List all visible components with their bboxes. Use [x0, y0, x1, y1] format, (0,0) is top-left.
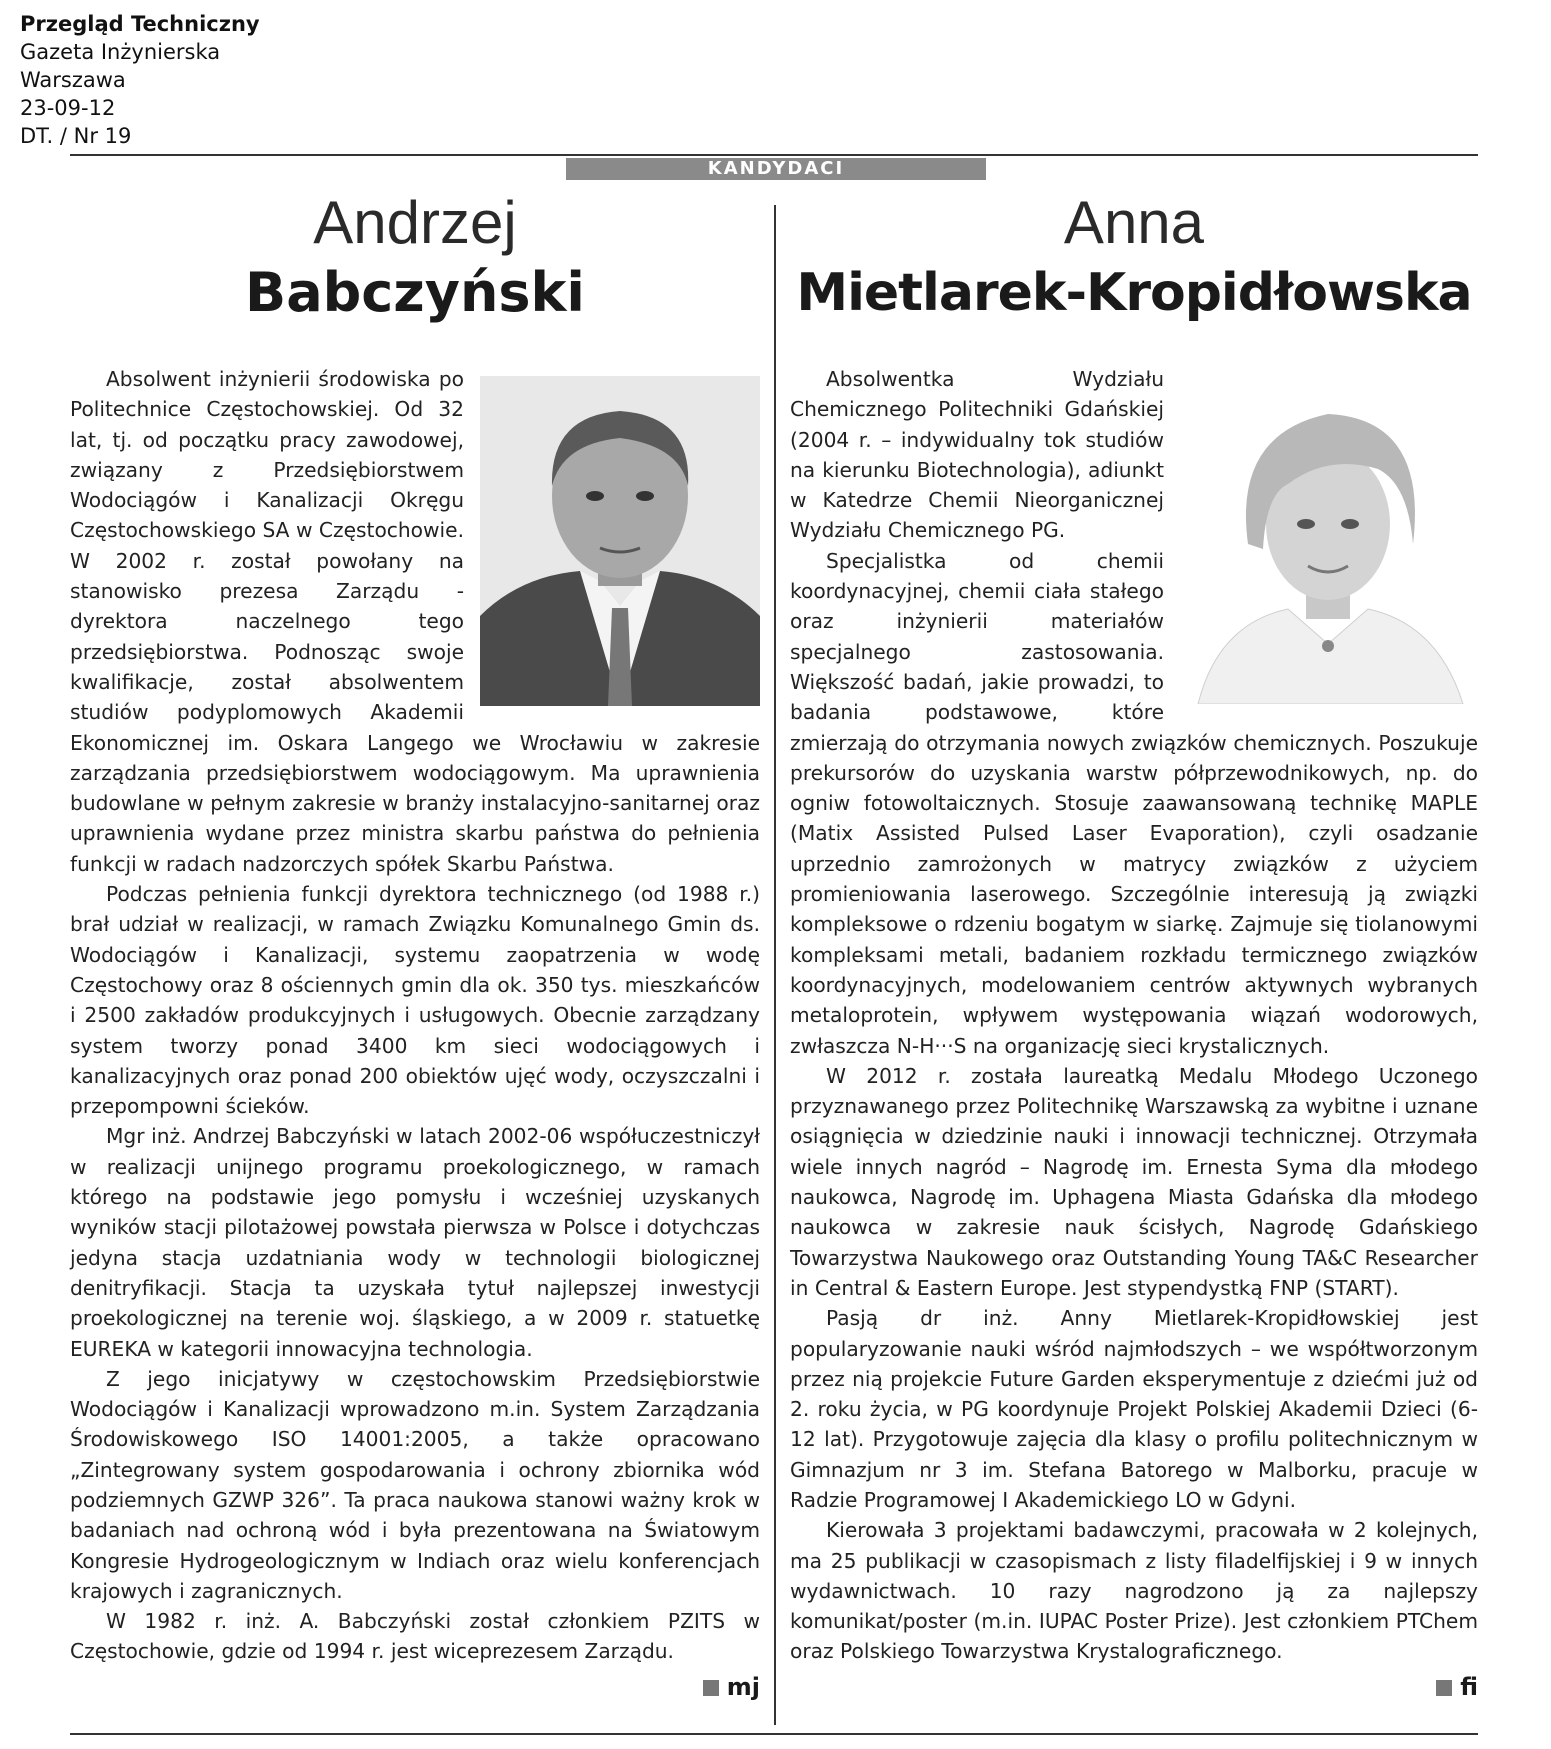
bio-paragraph: Mgr inż. Andrzej Babczyński w latach 2002-06 współuczestniczył w realizacji unijnego programu proekologicznego, w ramach którego na podstawie jego pomysłu i wcześniej uzyskanych wyników stacji pilotażowej powstała pierwsza w Polsce i dotychczas jedyna stacja uzdatniania wody w technologii biologicznej denitryfikacji. Stacja ta uzyskała tytuł najlepszej inwestycji proekologicznej na terenie woj. śląskiego, a w 2009 r. statuetkę EUREKA w kategorii innowacyjna technologia. — [70, 1124, 760, 1361]
bio-paragraph: Z jego inicjatywy w częstochowskim Przedsiębiorstwie Wodociągów i Kanalizacji wprowadzono m.in. System Zarządzania Środowiskowego ISO 14001:2005, a także opracowano „Zintegrowany system gospodarowania i ochrony zbiornika wód podziemnych GZWP 326”. Ta praca naukowa stanowi ważny krok w badaniach nad ochroną wód i była prezentowana na Światowym Kongresie Hydrogeologicznym w Indiach oraz wielu konferencjach krajowych i zagranicznych. — [70, 1366, 760, 1603]
publication-issue: DT. / Nr 19 — [20, 124, 132, 148]
column-divider — [774, 205, 776, 1725]
bio-paragraph: W 1982 r. inż. A. Babczyński został członkiem PZITS w Częstochowie, gdzie od 1994 r. jest wiceprezesem Zarządu. — [70, 1609, 760, 1664]
publication-date: 23-09-12 — [20, 96, 116, 120]
author-signature — [70, 1673, 760, 1701]
candidate-headline — [70, 190, 760, 330]
top-rule — [70, 154, 1478, 156]
section-label: KANDYDACI — [566, 158, 986, 180]
bio-paragraph: Kierowała 3 projektami badawczymi, pracowała w 2 kolejnych, ma 25 publikacji w czasopismach z listy filadelfijskiej i 9 w innych wydawnictwach. 10 razy nagrodzono ją za najlepszy komunikat/poster (m.in. IUPAC Poster Prize). Jest członkiem PTChem oraz Polskiego Towarzystwa Krystalograficznego. — [790, 1518, 1478, 1664]
candidate-first-name: Andrzej — [313, 189, 517, 256]
bottom-rule — [70, 1733, 1478, 1735]
candidate-last-name: Babczyński — [245, 261, 585, 324]
bio-paragraph: Specjalistka od chemii koordynacyjnej, chemii ciała stałego oraz inżynierii materiałów specjalnego zastosowania. Większość badań, jakie prowadzi, to badania podstawowe, które zmierzają do otrzymania nowych związków chemicznych. Poszukuje prekursorów do uzyskania warstw półprzewodnikowych, np. do ogniw fotowoltaicznych. Stosuje zaawansowaną technikę MAPLE (Matix Assisted Pulsed Laser Evaporation), czyli osadzanie uprzednio zamrożonych w matrycy związków z użyciem promieniowania laserowego. Szczególnie interesują ją związki kompleksowe o rdzeniu bogatym w siarkę. Zajmuje się tiolanowymi kompleksami metali, badaniem rozkładu termicznego związków koordynacyjnych, modelowaniem centrów aktywnych wybranych metaloprotein, wpływem występowania wiązań wodorowych, zwłaszcza N-H···S na organizację sieci krystalicznych. — [790, 548, 1478, 1058]
author-signature — [790, 1673, 1478, 1701]
publication-city: Warszawa — [20, 68, 126, 92]
bio-paragraph: Pasją dr inż. Anny Mietlarek-Kropidłowskiej jest popularyzowanie nauki wśród najmłodszych – we współtworzonym przez nią projekcie Future Garden eksperymentuje z dziećmi już od 2. roku życia, w PG koordynuje Projekt Polskiej Akademii Dzieci (6-12 lat). Przygotowuje zajęcia dla klasy o profilu politechnicznym w Gimnazjum nr 3 im. Stefana Batorego w Malborku, pracuje w Radzie Programowej I Akademickiego LO w Gdyni. — [790, 1306, 1478, 1512]
candidate-bio — [70, 364, 760, 1667]
candidate-headline — [790, 190, 1478, 330]
bio-paragraph: W 2012 r. została laureatką Medalu Młodego Uczonego przyznawanego przez Politechnikę Warszawską za wybitne i uznane osiągnięcia w dziedzinie nauki i innowacji technicznej. Otrzymała wiele innych nagród – Nagrodę im. Ernesta Syma dla młodego naukowca, Nagrodę im. Uphagena Miasta Gdańska dla młodego naukowca w zakresie nauk ścisłych, Nagrodę Gdańskiego Towarzystwa Naukowego oraz Outstanding Young TA&C Researcher in Central & Eastern Europe. Jest stypendystką FNP (START). — [790, 1063, 1478, 1300]
candidate-bio — [790, 364, 1478, 1667]
publication-subtitle: Gazeta Inżynierska — [20, 40, 221, 64]
bio-paragraph: Podczas pełnienia funkcji dyrektora technicznego (od 1988 r.) brał udział w realizacji, w ramach Związku Komunalnego Gmin ds. Wodociągów i Kanalizacji, systemu zaopatrzenia w wodę Częstochowy oraz 8 ościennych gmin dla ok. 350 tys. mieszkańców i 2500 zakładów produkcyjnych i usługowych. Obecnie zarządzany system tworzy ponad 3400 km sieci wodociągowych i kanalizacyjnych oraz ponad 200 obiektów ujęć wody, oczyszczalni i przepompowni ścieków. — [70, 882, 760, 1119]
source-info — [20, 10, 260, 150]
candidate-last-name: Mietlarek-Kropidłowska — [796, 263, 1472, 323]
candidate-first-name: Anna — [1063, 189, 1205, 256]
signature-square-icon — [703, 1680, 719, 1696]
signature-initials: mj — [726, 1672, 760, 1701]
signature-square-icon — [1436, 1680, 1452, 1696]
bio-paragraph: Absolwentka Wydziału Chemicznego Politechniki Gdańskiej (2004 r. – indywidualny tok studiów na kierunku Biotechnologia), adiunkt w Katedrze Chemii Nieorganicznej Wydziału Chemicznego PG. — [790, 367, 1164, 543]
candidate-photo — [1178, 374, 1478, 704]
candidate-right — [790, 190, 1478, 1701]
candidate-left — [70, 190, 760, 1701]
bio-paragraph: Absolwent inżynierii środowiska po Politechnice Częstochowskiej. Od 32 lat, tj. od początku pracy zawodowej, związany z Przedsiębiorstwem Wodociągów i Kanalizacji Okręgu Częstochowskiego SA w Częstochowie. W 2002 r. został powołany na stanowisko prezesa Zarządu - dyrektora naczelnego tego przedsiębiorstwa. Podnosząc swoje kwalifikacje, został absolwentem studiów podyplomowych Akademii Ekonomicznej im. Oskara Langego we Wrocławiu w zakresie zarządzania przedsiębiorstwem wodociągowym. Ma uprawnienia budowlane w pełnym zakresie w branży instalacyjno-sanitarnej oraz uprawnienia wydane przez ministra skarbu państwa do pełnienia funkcji w radach nadzorczych spółek Skarbu Państwa. — [70, 367, 760, 876]
candidate-photo — [480, 376, 760, 706]
signature-initials: fi — [1460, 1672, 1478, 1701]
publication-name: Przegląd Techniczny — [20, 12, 260, 36]
